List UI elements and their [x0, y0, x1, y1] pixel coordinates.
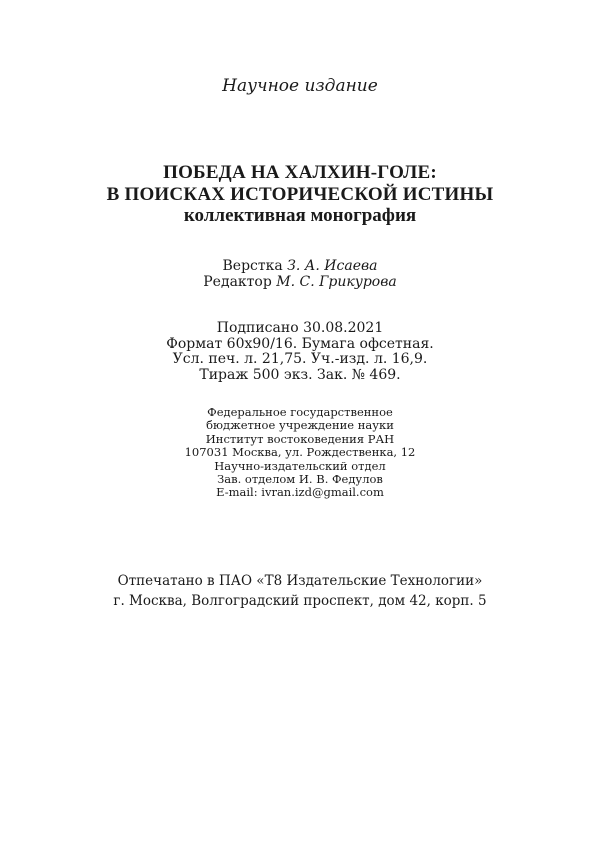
- series-label-text: Научное издание: [222, 76, 378, 96]
- publisher-line: Федеральное государственное: [207, 405, 393, 419]
- imprint-signed: Подписано 30.08.2021: [216, 320, 384, 336]
- publisher-email: E-mail: ivran.izd@gmail.com: [216, 485, 384, 500]
- credit-layout-name: З. А. Исаева: [287, 258, 378, 274]
- credit-editor-role: Редактор: [203, 274, 272, 290]
- series-label: [0, 75, 600, 97]
- credit-layout: [0, 258, 600, 274]
- credit-layout-role: Верстка: [222, 258, 283, 274]
- publisher-department: Научно-издательский отдел: [214, 458, 386, 473]
- imprint-sheets: Усл. печ. л. 21,75. Уч.-изд. л. 16,9.: [172, 351, 428, 367]
- publisher-info: [0, 406, 600, 500]
- subtitle-text: коллективная монография: [183, 205, 417, 226]
- imprint-print-run: Тираж 500 экз. Зак. № 469.: [199, 366, 401, 383]
- imprint-details: [0, 321, 600, 383]
- publisher-line: бюджетное учреждение науки: [206, 418, 394, 433]
- imprint-format: Формат 60x90/16. Бумага офсетная.: [166, 335, 434, 352]
- printer-info: [0, 571, 600, 611]
- credits: [0, 258, 600, 290]
- publisher-head: Зав. отделом И. В. Федулов: [217, 472, 383, 487]
- book-title: [0, 162, 600, 206]
- book-subtitle: [0, 205, 600, 227]
- printer-address: г. Москва, Волгоградский проспект, дом 42, корп. 5: [113, 593, 487, 609]
- title-line-2: В ПОИСКАХ ИСТОРИЧЕСКОЙ ИСТИНЫ: [106, 184, 494, 205]
- credit-editor: [0, 274, 600, 290]
- printer-name: Отпечатано в ПАО «Т8 Издательские Технологии»: [117, 573, 483, 589]
- publisher-address: 107031 Москва, ул. Рождественка, 12: [184, 445, 416, 460]
- publisher-line: Институт востоковедения РАН: [205, 431, 395, 446]
- credit-editor-name: М. С. Грикурова: [276, 274, 397, 290]
- title-line-1: ПОБЕДА НА ХАЛХИН-ГОЛЕ:: [163, 162, 437, 183]
